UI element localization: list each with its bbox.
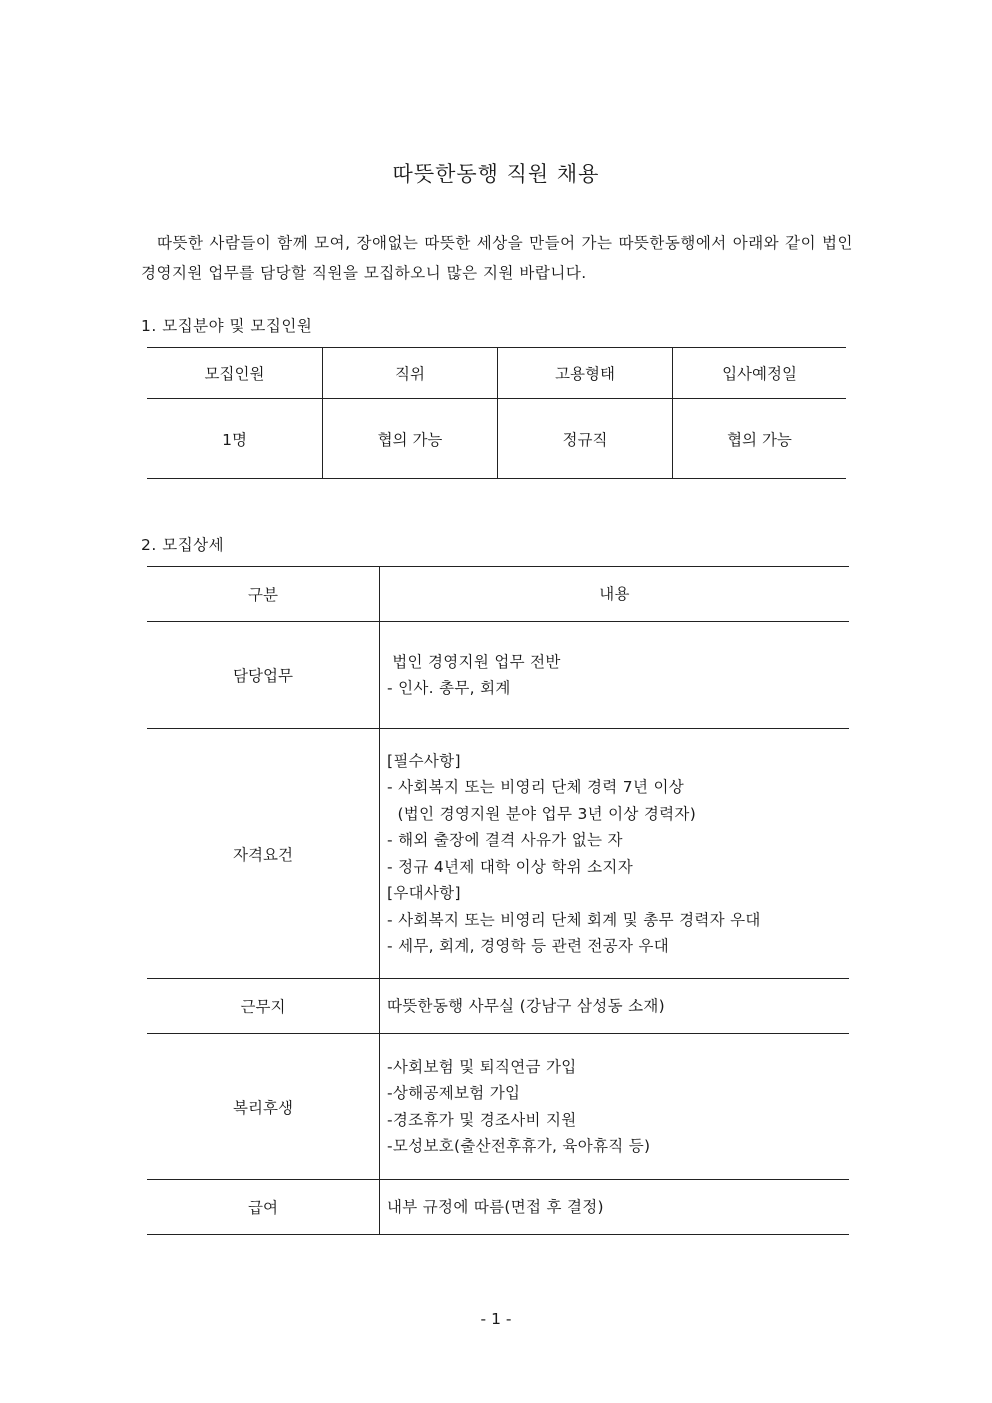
- content-line: - 사회복지 또는 비영리 단체 경력 7년 이상: [387, 778, 685, 796]
- section-heading-recruitment-field: 1. 모집분야 및 모집인원: [141, 317, 313, 335]
- content-line: - 사회복지 또는 비영리 단체 회계 및 총무 경력자 우대: [387, 910, 761, 929]
- header-cell-position: 직위: [323, 348, 498, 399]
- content-line: -상해공제보험 가입: [387, 1084, 521, 1102]
- content-line: - 정규 4년제 대학 이상 학위 소지자: [387, 857, 633, 876]
- cell-employment-type: 정규직: [498, 399, 673, 479]
- row-label-qualifications: 자격요건: [147, 729, 380, 979]
- section-heading-details: 2. 모집상세: [141, 536, 225, 554]
- content-line: -경조휴가 및 경조사비 지원: [387, 1110, 577, 1129]
- cell-position: 협의 가능: [323, 399, 498, 479]
- table-row-qualifications: [147, 729, 849, 979]
- content-line: [필수사항]: [387, 751, 461, 770]
- row-content-duties: [380, 622, 850, 729]
- header-cell-category: 구분: [147, 567, 380, 622]
- table-row: [147, 399, 846, 479]
- content-line: 법인 경영지원 업무 전반: [387, 652, 561, 671]
- content-line: (법인 경영지원 분야 업무 3년 이상 경력자): [387, 804, 697, 823]
- recruitment-summary-table: [147, 347, 846, 479]
- table-header-row: [147, 567, 849, 622]
- row-label-salary: 급여: [147, 1180, 380, 1235]
- content-line: 내부 규정에 따름(면접 후 결정): [387, 1197, 604, 1216]
- row-label-workplace: 근무지: [147, 979, 380, 1034]
- row-content-qualifications: [380, 729, 850, 979]
- content-line: -모성보호(출산전후휴가, 육아휴직 등): [387, 1137, 651, 1155]
- table-row-duties: [147, 622, 849, 729]
- row-label-duties: 담당업무: [147, 622, 380, 729]
- row-label-benefits: 복리후생: [147, 1034, 380, 1180]
- table-row-workplace: [147, 979, 849, 1034]
- header-cell-headcount: 모집인원: [147, 348, 323, 399]
- header-cell-employment-type: 고용형태: [498, 348, 673, 399]
- content-line: - 세무, 회계, 경영학 등 관련 전공자 우대: [387, 937, 670, 955]
- table-row-benefits: [147, 1034, 849, 1180]
- header-cell-content: 내용: [380, 567, 850, 622]
- header-cell-start-date: 입사예정일: [673, 348, 847, 399]
- content-line: - 인사. 총무, 회계: [387, 679, 511, 697]
- content-line: [우대사항]: [387, 884, 461, 902]
- page-title: 따뜻한동행 직원 채용: [392, 162, 600, 186]
- row-content-benefits: [380, 1034, 850, 1180]
- recruitment-details-table: [147, 566, 849, 1235]
- content-line: 따뜻한동행 사무실 (강남구 삼성동 소재): [387, 996, 665, 1015]
- cell-headcount: 1명: [147, 399, 323, 479]
- intro-paragraph: 따뜻한 사람들이 함께 모여, 장애없는 따뜻한 세상을 만들어 가는 따뜻한동행에서 아래와 같이 법인 경영지원 업무를 담당할 직원을 모집하오니 많은 지원 바랍니다.: [141, 234, 853, 282]
- table-header-row: [147, 348, 846, 399]
- row-content-workplace: [380, 979, 850, 1034]
- page-number: - 1 -: [480, 1310, 512, 1328]
- cell-start-date: 협의 가능: [673, 399, 847, 479]
- row-content-salary: [380, 1180, 850, 1235]
- content-line: - 해외 출장에 결격 사유가 없는 자: [387, 831, 623, 849]
- table-row-salary: [147, 1180, 849, 1235]
- content-line: -사회보험 및 퇴직연금 가입: [387, 1057, 577, 1076]
